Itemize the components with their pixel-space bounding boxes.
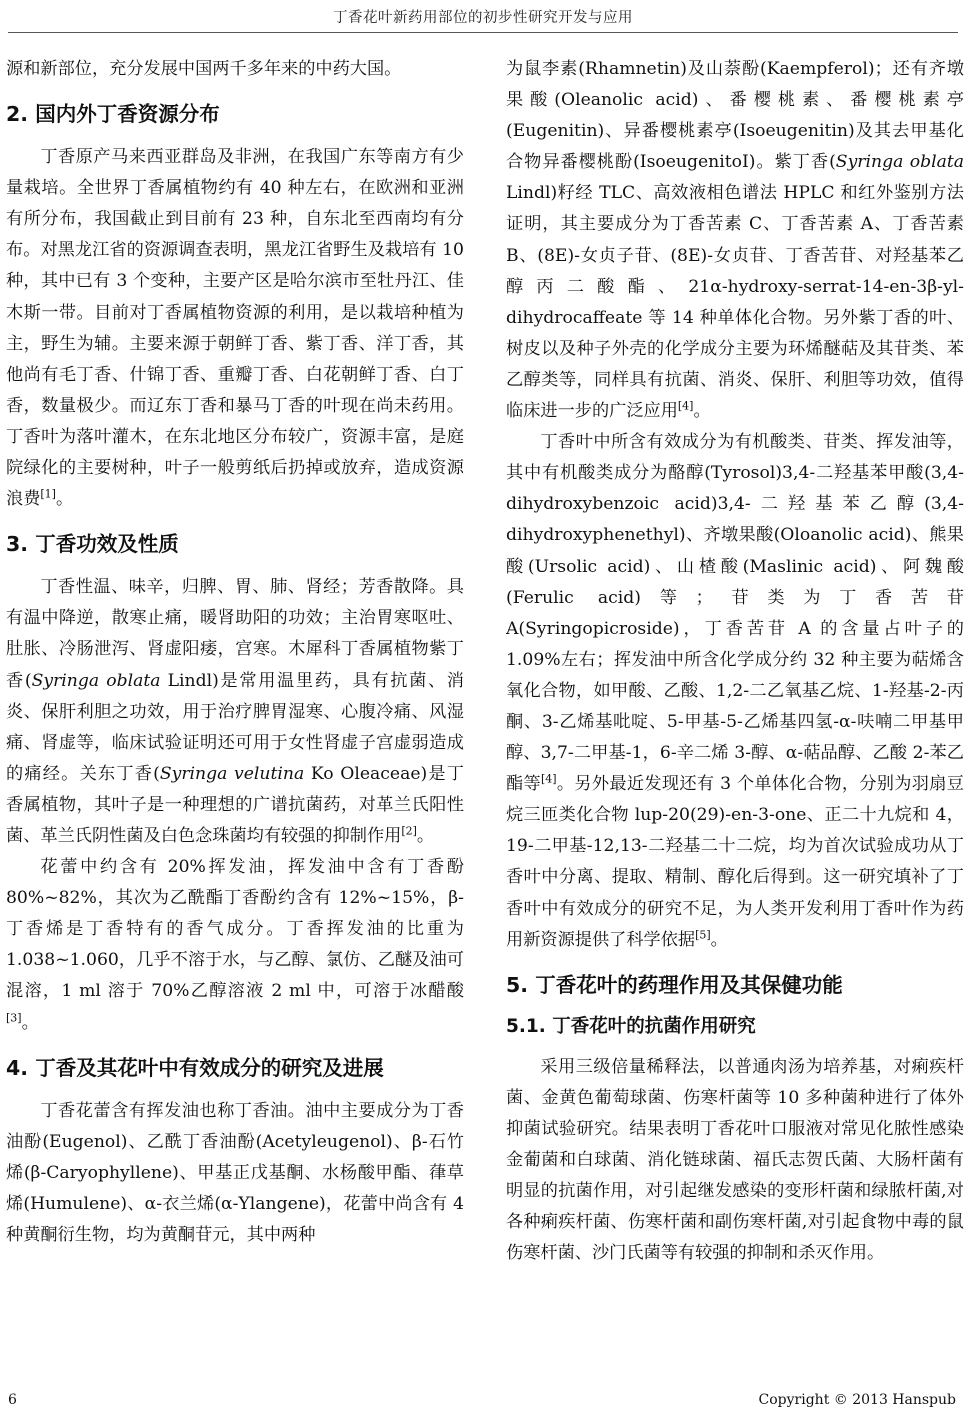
section-5-heading: 5. 丁香花叶的药理作用及其保健功能 — [506, 972, 843, 997]
section-2-paragraph: 丁香原产马来西亚群岛及非洲，在我国广东等南方有少量栽培。全世界丁香属植物约有 40 种左右，在欧洲和亚洲有所分布，我国截止到目前有 23 种，自东北至西南均有分布。对黑龙江省的资源调查表明，黑龙江省野生及栽培有 10 种，其中已有 3 个变种，主要产区是哈尔滨市至牡丹江、佳木斯一带。目前对丁香属植物资源的利用，是以栽培种植为主，野生为辅。主要来源于朝鲜丁香、紫丁香、洋丁香，其他尚有毛丁香、什锦丁香、重瓣丁香、白花朝鲜丁香、白丁香，数量极少。而辽东丁香和暴马丁香的叶现在尚未药用。丁香叶为落叶灌木，在东北地区分布较广，资源丰富，是庭院绿化的主要树种，叶子一般剪纸后扔掉或放弃，造成资源浪费[1]。 — [6, 147, 464, 510]
section-3-paragraph-1: 丁香性温、味辛，归脾、胃、肺、肾经；芳香散降。具有温中降逆，散寒止痛，暖肾助阳的功效；主治胃寒呕吐、肚胀、冷肠泄泻、肾虚阳痿，宫寒。木犀科丁香属植物紫丁香(Syringa oblata Lindl)是常用温里药，具有抗菌、消炎、保肝利胆之功效，用于治疗脾胃湿寒、心腹冷痛、风湿痛、肾虚等，临床试验证明还可用于女性肾虚子宫虚弱造成的痛经。关东丁香(Syringa velutina Ko Oleaceae)是丁香属植物，其叶子是一种理想的广谱抗菌药，对革兰氏阳性菌、革兰氏阴性菌及白色念珠菌均有较强的抑制作用[2]。 — [6, 577, 464, 846]
citation-ref[interactable]: [1] — [40, 487, 56, 501]
page-number: 6 — [8, 1392, 17, 1408]
citation-ref[interactable]: [4] — [677, 399, 694, 413]
citation-ref[interactable]: [5] — [695, 927, 711, 941]
section-4-heading: 4. 丁香及其花叶中有效成分的研究及进展 — [6, 1055, 384, 1080]
header-divider — [8, 32, 958, 33]
species-name: Syringa oblata — [835, 152, 964, 173]
citation-ref[interactable]: [4] — [541, 772, 557, 786]
running-header: 丁香花叶新药用部位的初步性研究开发与应用 — [333, 10, 633, 26]
right-column — [506, 54, 964, 1269]
citation-ref[interactable]: [2] — [401, 824, 417, 838]
species-name: Syringa velutina — [159, 763, 305, 784]
paragraph-continuation: 源和新部位，充分发展中国两千多年来的中药大国。 — [6, 59, 402, 79]
section-4-paragraph-2: 丁香叶中所含有效成分为有机酸类、苷类、挥发油等，其中有机酸类成分为酪醇(Tyrosol)3,4-二羟基苯甲酸(3,4-dihydroxybenzoic acid)3,4-二羟基苯乙醇(3,4-dihydroxyphenethyl)、齐墩果酸(Oloanolic acid)、熊果酸(Ursolic acid)、山楂酸(Maslinic acid)、阿魏酸(Ferulic acid)等；苷类为丁香苦苷 A(Syringopicroside)，丁香苦苷 A 的含量占叶子的 1.09%左右；挥发油中所含化学成分约 32 种主要为萜烯含氧化合物，如甲酸、乙酸、1,2-二乙氧基乙烷、1-羟基-2-丙酮、3-乙烯基吡啶、5-甲基-5-乙烯基四氢-α-呋喃二甲基甲醇、3,7-二甲基-1，6-辛二烯 3-醇、α-萜品醇、乙酸 2-苯乙酯等[4]。另外最近发现还有 3 个单体化合物，分别为羽扇豆烷三匝类化合物 lup-20(29)-en-3-one、正二十九烷和 4，19-二甲基-12,13-二羟基二十二烷，均为首次试验成功从丁香叶中分离、提取、精制、醇化后得到。这一研究填补了丁香叶中有效成分的研究不足，为人类开发利用丁香叶作为药用新资源提供了科学依据[5]。 — [506, 432, 964, 950]
section-5-1-paragraph: 采用三级倍量稀释法，以普通肉汤为培养基，对痢疾杆菌、金黄色葡萄球菌、伤寒杆菌等 10 多种菌种进行了体外抑菌试验研究。结果表明丁香花叶口服液对常见化脓性感染金葡菌和白球菌、消化链球菌、福氏志贺氏菌、大肠杆菌有明显的抗菌作用，对引起继发感染的变形杆菌和绿脓杆菌,对各种痢疾杆菌、伤寒杆菌和副伤寒杆菌,对引起食物中毒的鼠伤寒杆菌、沙门氏菌等有较强的抑制和杀灭作用。 — [506, 1056, 964, 1264]
section-5-1-heading: 5.1. 丁香花叶的抗菌作用研究 — [506, 1015, 756, 1037]
section-3-paragraph-2: 花蕾中约含有 20%挥发油，挥发油中含有丁香酚 80%~82%，其次为乙酰酯丁香酚约含有 12%~15%，β-丁香烯是丁香特有的香气成分。丁香挥发油的比重为 1.038~1.060，几乎不溶于水，与乙醇、氯仿、乙醚及油可混溶，1 ml 溶于 70%乙醇溶液 2 ml 中，可溶于冰醋酸[3]。 — [6, 857, 464, 1033]
left-column — [6, 54, 464, 1251]
section-2-heading: 2. 国内外丁香资源分布 — [6, 102, 220, 127]
section-4-paragraph-1-continued: 为鼠李素(Rhamnetin)及山萘酚(Kaempferol)；还有齐墩果酸(Oleanolic acid)、番樱桃素、番樱桃素亭(Eugenitin)、异番樱桃素亭(Isoeugenitin)及其去甲基化合物异番樱桃酚(IsoeugenitoI)。紫丁香(Syringa oblata Lindl)籽经 TLC、高效液相色谱法 HPLC 和红外鉴别方法证明，其主要成分为丁香苦素 C、丁香苦素 A、丁香苦素 B、(8E)-女贞子苷、(8E)-女贞苷、丁香苦苷、对羟基苯乙醇丙二酸酯、21α-hydroxy-serrat-14-en-3β-yl-dihydrocaffeate 等 14 种单体化合物。另外紫丁香的叶、树皮以及种子外壳的化学成分主要为环烯醚萜及其苷类、苯乙醇类等，同样具有抗菌、消炎、保肝、利胆等功效，值得临床进一步的广泛应用[4]。 — [506, 59, 964, 422]
copyright-notice: Copyright © 2013 Hanspub — [758, 1392, 956, 1408]
species-name: Syringa oblata — [31, 670, 161, 691]
section-3-heading: 3. 丁香功效及性质 — [6, 532, 179, 557]
section-4-paragraph-1: 丁香花蕾含有挥发油也称丁香油。油中主要成分为丁香油酚(Eugenol)、乙酰丁香油酚(Acetyleugenol)、β-石竹烯(β-Caryophyllene)、甲基正戊基酮、水杨酸甲酯、葎草烯(Humulene)、α-衣兰烯(α-Ylangene)，花蕾中尚含有 4 种黄酮衍生物，均为黄酮苷元，其中两种 — [6, 1100, 464, 1245]
citation-ref[interactable]: [3] — [6, 1010, 22, 1024]
